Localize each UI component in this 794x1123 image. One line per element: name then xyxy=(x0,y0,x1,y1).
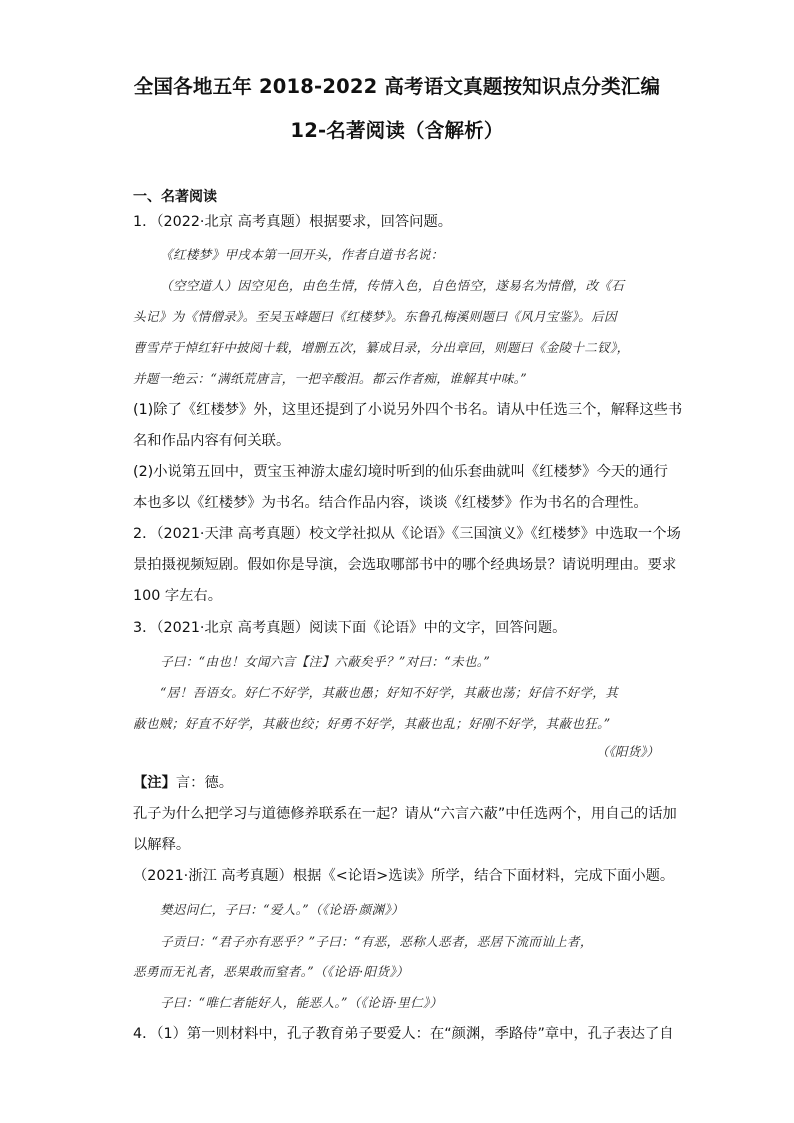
question-1-quote-line: 头记》为《情僧录》。至吴玉峰题曰《红楼梦》。东鲁孔梅溪则题曰《风月宝鉴》。后因 xyxy=(133,309,617,324)
question-2-line: 100 字左右。 xyxy=(133,588,223,604)
question-1-quote-line: 并题一绝云：“满纸荒唐言，一把辛酸泪。都云作者痴，谁解其中味。” xyxy=(133,371,527,386)
question-3-question-cont: 以解释。 xyxy=(133,837,191,853)
note-text: 言：德。 xyxy=(175,775,234,791)
question-4-subquestion-1: 4．（1）第一则材料中，孔子教育弟子要爱人：在“颜渊，季路侍”章中，孔子表达了自 xyxy=(133,1026,674,1042)
question-3-quote-line: 蔽也贼；好直不好学，其蔽也绞；好勇不好学，其蔽也乱；好刚不好学，其蔽也狂。” xyxy=(133,716,611,731)
question-1-stem: 1．（2022·北京 高考真题）根据要求，回答问题。 xyxy=(133,214,453,230)
question-4-material: 子贡曰：“君子亦有恶乎？”子曰：“有恶，恶称人恶者，恶居下流而讪上者， xyxy=(160,934,593,949)
question-1-subquestion-2-cont: 本也多以《红楼梦》为书名。结合作品内容，谈谈《红楼梦》作为书名的合理性。 xyxy=(133,495,648,511)
question-3-note xyxy=(133,773,233,793)
question-3-source: （《阳货》） xyxy=(596,744,659,759)
question-4-material: 樊迟问仁，子曰：“爱人。”（《论语·颜渊》） xyxy=(160,902,404,917)
question-1-subquestion-1: (1)除了《红楼梦》外，这里还提到了小说另外四个书名。请从中任选三个，解释这些书 xyxy=(133,402,683,418)
question-2-line: 景拍摄视频短剧。假如你是导演，会选取哪部书中的哪个经典场景？请说明理由。要求 xyxy=(133,557,677,573)
question-1-quote-line: 曹雪芹于悼红轩中披阅十载，增删五次，纂成目录，分出章回，则题曰《金陵十二钗》， xyxy=(133,340,630,355)
question-3-quote-line: “居！吾语女。好仁不好学，其蔽也愚；好知不好学，其蔽也荡；好信不好学，其 xyxy=(160,685,619,700)
note-label: 【注】 xyxy=(133,775,176,791)
question-4-material: 恶勇而无礼者，恶果敢而窒者。”（《论语·阳货》） xyxy=(133,964,409,979)
question-4-stem: （2021·浙江 高考真题）根据《<论语>选读》所学，结合下面材料，完成下面小题。 xyxy=(133,868,675,884)
document-title-line-2: 12-名著阅读（含解析） xyxy=(290,119,504,142)
section-heading: 一、名著阅读 xyxy=(133,189,217,205)
question-2-line: 2．（2021·天津 高考真题）校文学社拟从《论语》《三国演义》《红楼梦》中选取一个场 xyxy=(133,526,681,542)
question-1-subquestion-2: (2)小说第五回中，贾宝玉神游太虚幻境时听到的仙乐套曲就叫《红楼梦》今天的通行 xyxy=(133,464,668,480)
question-1-quote-line: （空空道人）因空见色，由色生情，传情入色，自色悟空，遂易名为情僧，改《石 xyxy=(160,278,625,293)
document-title-line-1: 全国各地五年 2018-2022 高考语文真题按知识点分类汇编 xyxy=(133,75,661,98)
question-1-subquestion-1-cont: 名和作品内容有何关联。 xyxy=(133,433,291,449)
question-4-material: 子曰：“唯仁者能好人，能恶人。”（《论语·里仁》） xyxy=(160,995,443,1010)
question-3-stem: 3．（2021·北京 高考真题）阅读下面《论语》中的文字，回答问题。 xyxy=(133,620,567,636)
question-3-question: 孔子为什么把学习与道德修养联系在一起？请从“六言六蔽”中任选两个，用自己的话加 xyxy=(133,806,677,822)
question-3-quote-line: 子曰：“由也！女闻六言【注】六蔽矣乎？”对曰：“未也。” xyxy=(160,654,491,669)
question-1-quote-intro: 《红楼梦》甲戌本第一回开头，作者自道书名说： xyxy=(160,247,444,262)
